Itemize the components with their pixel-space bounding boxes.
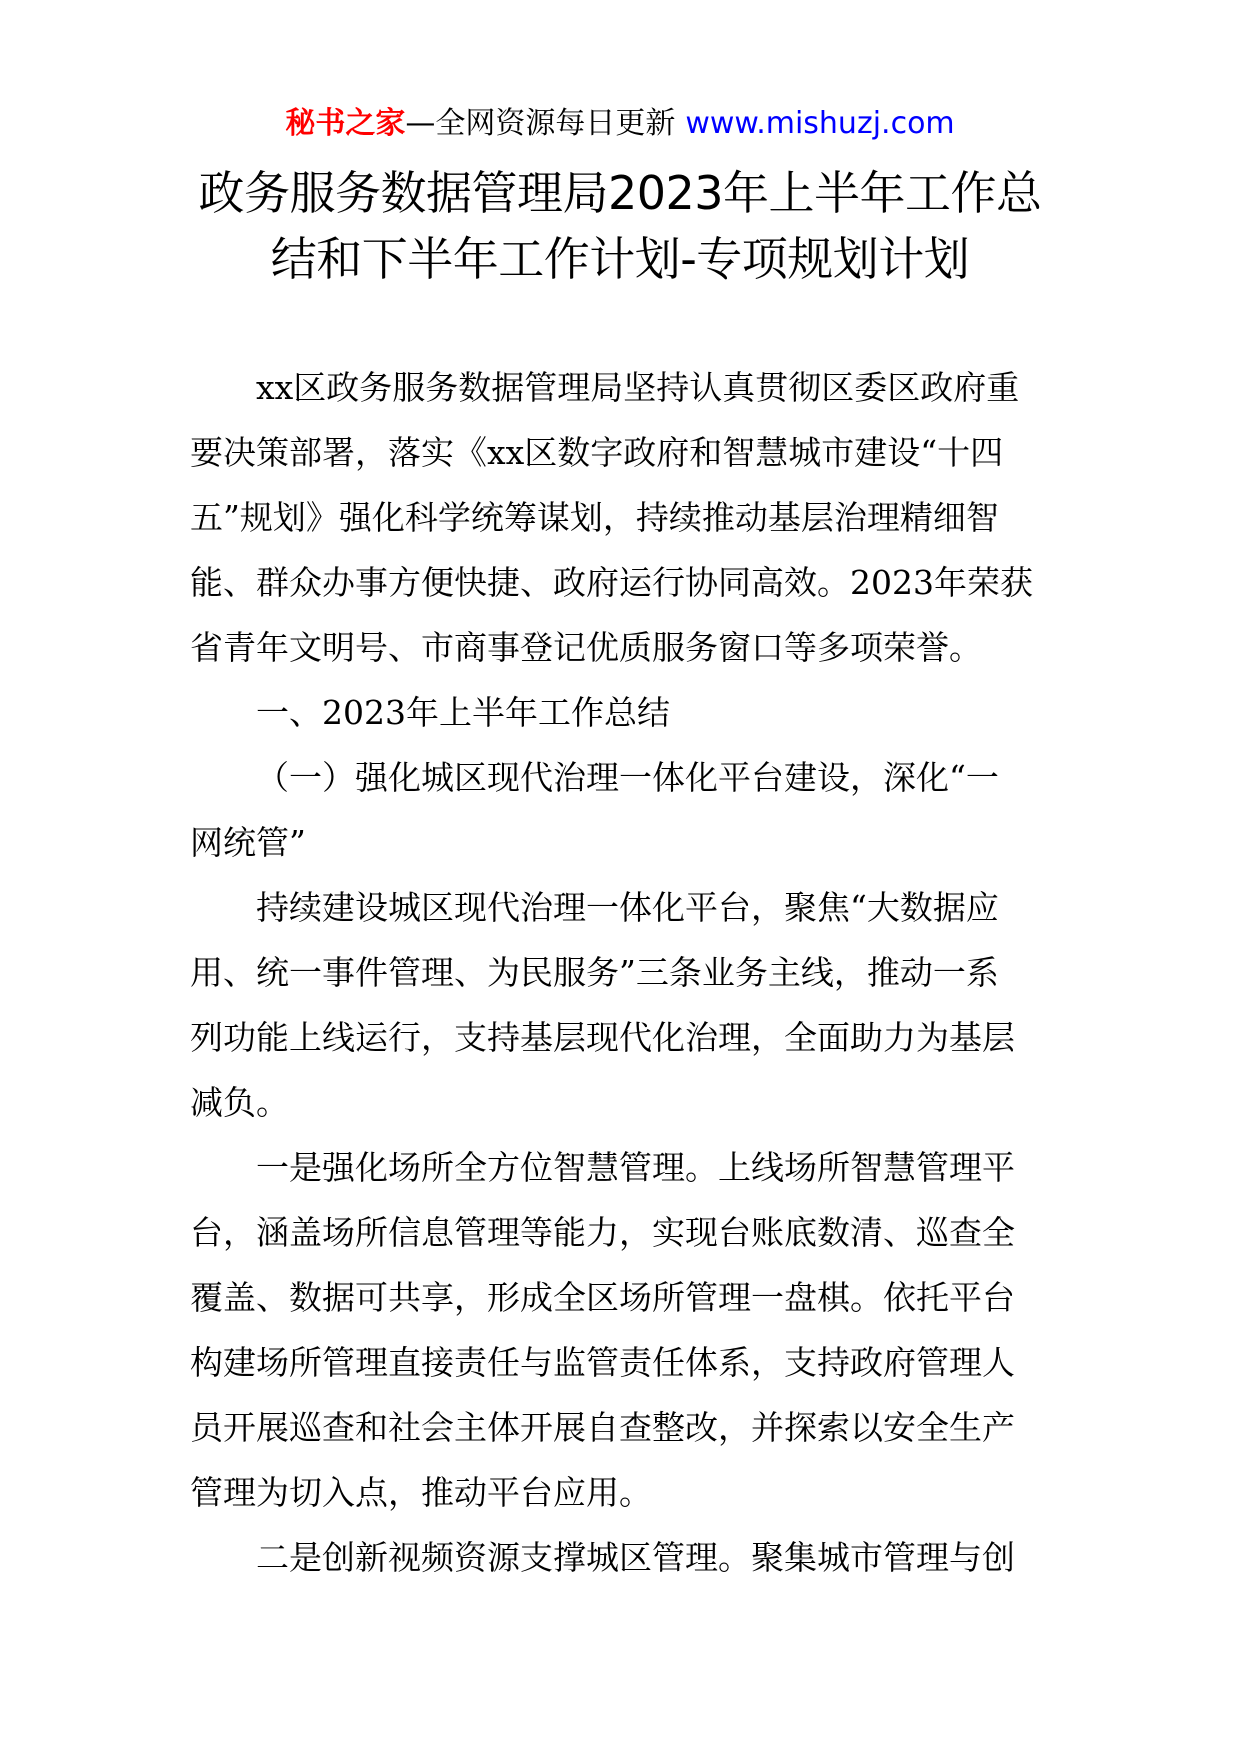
subsection-heading-continued: 网统管”	[190, 823, 306, 862]
header-url-link[interactable]: www.mishuzj.com	[685, 106, 955, 141]
body-line: 覆盖、数据可共享，形成全区场所管理一盘棋。依托平台	[190, 1278, 1015, 1317]
body-line: 五”规划》强化科学统筹谋划，持续推动基层治理精细智	[190, 498, 999, 537]
body-line: 省青年文明号、市商事登记优质服务窗口等多项荣誉。	[190, 628, 982, 667]
body-line: 持续建设城区现代治理一体化平台，聚焦“大数据应	[256, 888, 999, 927]
document-title-line-2: 结和下半年工作计划-专项规划计划	[270, 232, 970, 286]
section-heading: 一、2023年上半年工作总结	[256, 693, 670, 732]
body-line: 减负。	[190, 1083, 289, 1122]
body-line: 要决策部署，落实《xx区数字政府和智慧城市建设“十四	[190, 433, 1004, 472]
document-title-line-1: 政务服务数据管理局2023年上半年工作总	[198, 166, 1042, 220]
body-line: 用、统一事件管理、为民服务”三条业务主线，推动一系	[190, 953, 999, 992]
body-line: 列功能上线运行，支持基层现代化治理，全面助力为基层	[190, 1018, 1015, 1057]
body-line: 管理为切入点，推动平台应用。	[190, 1473, 652, 1512]
body-line: 能、群众办事方便快捷、政府运行协同高效。2023年荣获	[190, 563, 1033, 602]
header-brand: 秘书之家	[285, 106, 406, 141]
body-line: 二是创新视频资源支撑城区管理。聚集城市管理与创	[256, 1538, 1015, 1577]
subsection-heading: （一）强化城区现代治理一体化平台建设，深化“一	[256, 758, 999, 797]
body-line: 台，涵盖场所信息管理等能力，实现台账底数清、巡查全	[190, 1213, 1015, 1252]
body-line: 一是强化场所全方位智慧管理。上线场所智慧管理平	[256, 1148, 1015, 1187]
body-line: 构建场所管理直接责任与监管责任体系，支持政府管理人	[190, 1343, 1015, 1382]
document-title	[150, 160, 1090, 292]
header-slogan: —全网资源每日更新	[405, 106, 676, 141]
page-header	[0, 100, 1240, 148]
body-line: 员开展巡查和社会主体开展自查整改，并探索以安全生产	[190, 1408, 1015, 1447]
document-body	[190, 355, 1060, 1590]
body-line: xx区政务服务数据管理局坚持认真贯彻区委区政府重	[256, 368, 1020, 407]
